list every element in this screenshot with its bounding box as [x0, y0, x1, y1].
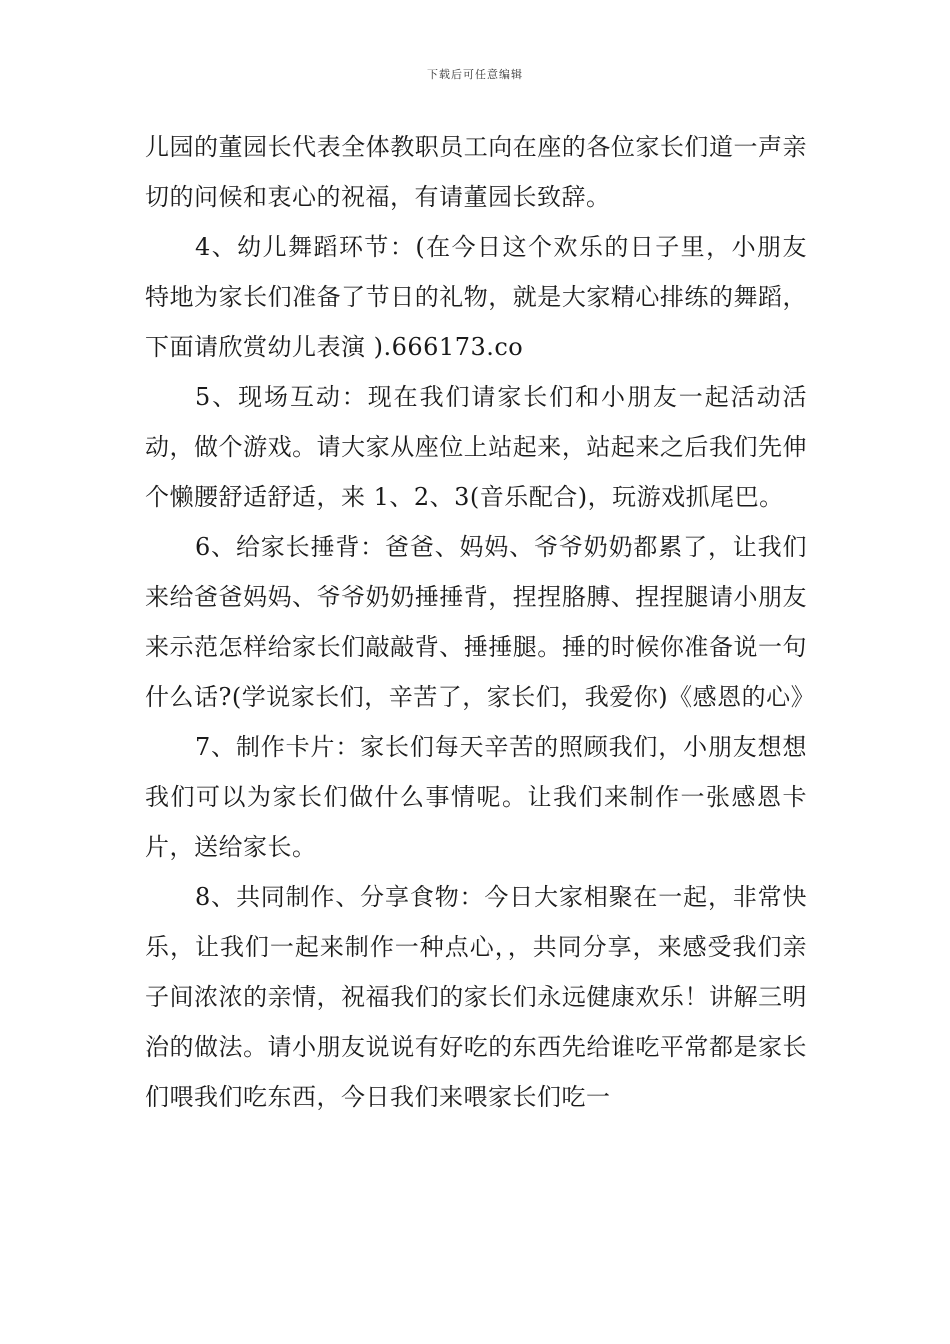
paragraph: 8、共同制作、分享食物：今日大家相聚在一起，非常快乐，让我们一起来制作一种点心，，共同分享，来感受我们亲子间浓浓的亲情，祝福我们的家长们永远健康欢乐！讲解三明治的做法。请小朋友说说有好吃的东西先给谁吃平常都是家长们喂我们吃东西，今日我们来喂家长们吃一	[145, 883, 807, 1111]
paragraph: 7、制作卡片：家长们每天辛苦的照顾我们，小朋友想想我们可以为家长们做什么事情呢。让我们来制作一张感恩卡片，送给家长。	[145, 733, 807, 861]
document-body	[145, 122, 816, 1122]
paragraph: 6、给家长捶背：爸爸、妈妈、爷爷奶奶都累了，让我们来给爸爸妈妈、爷爷奶奶捶捶背，捏捏胳膊、捏捏腿请小朋友来示范怎样给家长们敲敲背、捶捶腿。捶的时候你准备说一句什么话?(学说家长们，辛苦了，家长们，我爱你)《感恩的心》	[145, 533, 816, 711]
download-note: 下载后可任意编辑	[427, 68, 523, 81]
paragraph: 5、现场互动：现在我们请家长们和小朋友一起活动活动，做个游戏。请大家从座位上站起来，站起来之后我们先伸个懒腰舒适舒适，来 1、2、3(音乐配合)，玩游戏抓尾巴。	[145, 383, 807, 511]
paragraph: 4、幼儿舞蹈环节：(在今日这个欢乐的日子里，小朋友特地为家长们准备了节日的礼物，就是大家精心排练的舞蹈，下面请欣赏幼儿表演 ).666173.co	[145, 233, 807, 361]
paragraph: 儿园的董园长代表全体教职员工向在座的各位家长们道一声亲切的问候和衷心的祝福，有请董园长致辞。	[145, 133, 807, 211]
